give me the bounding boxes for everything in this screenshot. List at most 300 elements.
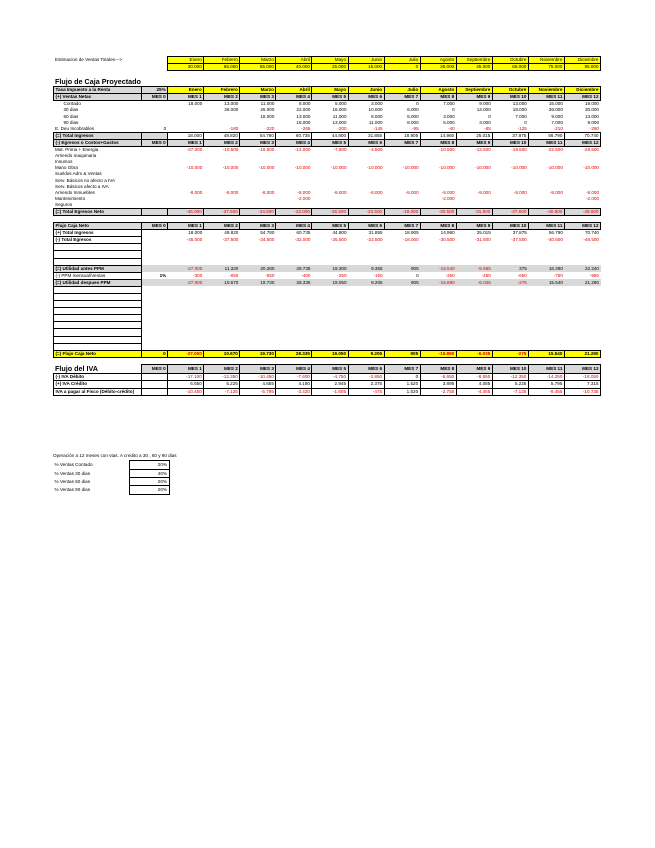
empty-cell[interactable] [168,336,204,343]
month-value[interactable]: -8.000 [513,189,527,195]
empty-cell[interactable] [528,244,564,251]
iva-debit-value[interactable]: -12.350 [492,374,528,381]
empty-cell[interactable] [492,244,528,251]
empty-cell[interactable] [528,294,564,301]
empty-cell[interactable] [348,315,384,322]
mes-label[interactable]: MES 7 [384,94,420,101]
empty-cell[interactable] [240,315,276,322]
iva-credit-value[interactable]: 2.945 [312,381,348,388]
empty-cell[interactable] [312,244,348,251]
empty-cell[interactable] [204,251,240,258]
total-expenses-value[interactable]: -48.500 [564,208,600,215]
empty-cell[interactable] [564,202,600,209]
iva-payable-label[interactable]: IVA a pagar al Fisco (Débito-crédito) [54,388,142,395]
empty-cell[interactable] [142,202,168,209]
empty-cell[interactable] [168,301,204,308]
iva-debit-value[interactable]: -12.350 [204,374,240,381]
empty-cell[interactable] [168,126,204,133]
month-sales-value[interactable]: 65.000 [492,64,528,71]
empty-cell[interactable] [348,329,384,336]
month-value[interactable]: -8.000 [549,189,563,195]
empty-cell[interactable] [142,237,168,244]
month-value[interactable]: -48.500 [583,237,599,243]
empty-cell[interactable] [312,294,348,301]
total-expenses-value[interactable]: -31.500 [456,208,492,215]
mes-label[interactable]: MES 3 [240,94,276,101]
month-value[interactable]: -650 [229,272,239,278]
month-name[interactable]: Agosto [420,87,456,94]
iva-debit-value[interactable]: -6.650 [420,374,456,381]
total-income-value[interactable]: 44.800 [312,132,348,139]
total-income-label[interactable]: (=) Total Ingresos [54,132,142,139]
month-value[interactable]: -8.000 [297,189,311,195]
month-name[interactable]: Febrero [204,57,240,64]
month-name[interactable]: Agosto [420,57,456,64]
net-cash-flow-value[interactable]: 19.730 [240,350,276,357]
month-value[interactable]: 25.015 [476,230,491,236]
month-name[interactable]: Septiembre [456,57,492,64]
month-value[interactable]: -95 [412,125,419,131]
month-value[interactable]: 13.000 [584,113,599,119]
mes-label[interactable]: MES 7 [384,223,420,230]
month-value[interactable]: 70.740 [584,230,599,236]
empty-cell[interactable] [240,258,276,265]
empty-cell[interactable] [456,251,492,258]
empty-cell[interactable] [240,294,276,301]
month-value[interactable]: 5.000 [335,101,347,107]
month-value[interactable]: -8.000 [441,189,455,195]
empty-cell[interactable] [276,286,312,293]
month-value[interactable]: 16.000 [332,107,347,113]
month-value[interactable]: 5.000 [407,113,419,119]
month-value[interactable]: 8.000 [371,113,383,119]
month-value[interactable]: -10.000 [547,165,563,171]
empty-cell[interactable] [240,329,276,336]
mes0-label[interactable]: MES 0 [142,364,168,374]
month-value[interactable]: -180 [229,125,239,131]
month-value[interactable]: -37.500 [222,237,239,243]
month-value[interactable]: -16.500 [258,147,275,153]
empty-cell[interactable] [276,336,312,343]
mes-label[interactable]: MES 10 [492,94,528,101]
empty-cell[interactable] [420,202,456,209]
month-value[interactable]: 0 [416,272,419,278]
empty-cell[interactable] [348,251,384,258]
month-name[interactable]: Diciembre [564,87,600,94]
empty-cell[interactable] [492,202,528,209]
empty-cell[interactable] [240,244,276,251]
empty-cell[interactable] [528,286,564,293]
total-expenses-value[interactable]: -25.500 [312,208,348,215]
profit-after-ppm-value[interactable]: 28.335 [276,279,312,286]
empty-cell[interactable] [564,286,600,293]
iva-debit-value[interactable]: -17.100 [168,374,204,381]
empty-cell[interactable] [420,315,456,322]
month-value[interactable]: -18.000 [403,237,419,243]
empty-cell[interactable] [384,308,420,315]
month-sales-value[interactable]: 75.000 [528,64,564,71]
mes-label[interactable]: MES 1 [168,139,204,146]
empty-cell[interactable] [348,308,384,315]
income-row-label[interactable]: 60 dias [63,113,79,119]
empty-cell[interactable] [384,343,420,350]
month-value[interactable]: -450 [481,272,491,278]
empty-cell[interactable] [564,244,600,251]
month-value[interactable]: -10.000 [475,165,491,171]
mes-label[interactable]: MES 3 [240,364,276,374]
sales-mix-value[interactable]: 20% [129,486,169,494]
total-income-value[interactable]: 37.875 [492,132,528,139]
month-value[interactable]: -750 [553,272,563,278]
total-expenses-value[interactable]: -34.500 [240,208,276,215]
empty-cell[interactable] [168,244,204,251]
ppm-rate-value[interactable]: 1% [159,272,167,278]
month-value[interactable]: 6.000 [407,107,419,113]
net-cash-flow-value[interactable]: -6.035 [456,350,492,357]
mes-label[interactable]: MES 6 [348,94,384,101]
empty-cell[interactable] [204,308,240,315]
month-name[interactable]: Junio [348,57,384,64]
empty-cell[interactable] [240,251,276,258]
month-value[interactable]: 8.000 [298,101,311,107]
empty-cell[interactable] [204,301,240,308]
month-value[interactable]: -4.500 [369,147,383,153]
month-name[interactable]: Mayo [312,57,348,64]
profit-after-ppm-value[interactable]: 19.730 [240,279,276,286]
empty-cell[interactable] [204,329,240,336]
month-value[interactable]: 60.735 [296,230,311,236]
month-sales-value[interactable]: 0 [384,64,420,71]
empty-cell[interactable] [168,329,204,336]
net-cash-flow-value[interactable]: 21.290 [564,350,600,357]
empty-cell[interactable] [456,301,492,308]
month-value[interactable]: -34.500 [258,237,275,243]
month-value[interactable]: -12.000 [294,147,311,153]
empty-cell[interactable] [168,315,204,322]
profit-before-ppm-value[interactable]: 375 [492,265,528,272]
empty-cell[interactable] [348,301,384,308]
month-value[interactable]: 18.000 [512,107,527,113]
month-value[interactable]: -10.000 [186,165,203,171]
mes-label[interactable]: MES 12 [564,364,600,374]
empty-cell[interactable] [420,329,456,336]
empty-cell[interactable] [348,202,384,209]
empty-cell[interactable] [240,322,276,329]
mes-label[interactable]: MES 3 [240,139,276,146]
empty-cell[interactable] [564,315,600,322]
month-sales-value[interactable]: 45.000 [456,64,492,71]
expenses-header-label[interactable]: (-) Egresos o Costos+Gastos [54,139,142,146]
month-value[interactable]: -2.000 [441,195,455,201]
empty-cell[interactable] [168,251,204,258]
iva-debit-value[interactable]: -7.600 [276,374,312,381]
mes0-value[interactable]: 0 [163,125,167,131]
iva-debit-value[interactable]: -10.450 [240,374,276,381]
net-cash-flow-value[interactable]: 9.205 [348,350,384,357]
empty-cell[interactable] [456,294,492,301]
month-value[interactable]: -220 [265,125,275,131]
month-name[interactable]: Diciembre [564,57,600,64]
expense-row-label[interactable]: Mantenimiento [55,195,86,201]
mes-label[interactable]: MES 4 [276,364,312,374]
net-cash-flow-value[interactable]: 15.540 [528,350,564,357]
mes-label[interactable]: MES 1 [168,94,204,101]
empty-cell[interactable] [142,57,168,64]
empty-cell[interactable] [240,301,276,308]
sales-estimate-label[interactable]: Estimacion de Ventas Totales---> [55,57,123,62]
total-income-value[interactable]: 14.960 [420,132,456,139]
total-income-value[interactable]: 18.905 [384,132,420,139]
month-value[interactable]: -550 [265,272,275,278]
month-value[interactable]: 7.000 [551,119,563,125]
empty-cell[interactable] [348,336,384,343]
month-value[interactable]: 54.780 [260,230,275,236]
month-value[interactable]: -10.000 [330,165,347,171]
month-value[interactable]: -10.500 [222,147,239,153]
empty-cell[interactable] [276,202,312,209]
empty-cell[interactable] [564,329,600,336]
empty-cell[interactable] [456,336,492,343]
empty-cell[interactable] [142,208,168,215]
month-name[interactable]: Septiembre [456,87,492,94]
total-income-value[interactable]: 25.015 [456,132,492,139]
mes-label[interactable]: MES 10 [492,223,528,230]
month-value[interactable]: 22.000 [296,107,311,113]
tax-rate-label[interactable]: Tasa Impuesto a la Renta [54,87,142,94]
profit-after-ppm-value[interactable]: -27.000 [168,279,204,286]
month-value[interactable]: -8.000 [261,189,275,195]
empty-cell[interactable] [204,315,240,322]
empty-cell[interactable] [54,64,142,71]
total-expenses-value[interactable]: -40.500 [528,208,564,215]
month-value[interactable]: -19.500 [511,147,527,153]
month-value[interactable]: -145 [373,125,383,131]
month-value[interactable]: 14.960 [440,230,455,236]
empty-cell[interactable] [240,336,276,343]
tax-rate-value[interactable]: 25% [142,87,168,94]
net-cash-flow-value[interactable]: -27.000 [168,350,204,357]
profit-after-ppm-value[interactable]: 10.670 [204,279,240,286]
net-flow-expenses-label[interactable]: (-) Total Egresos [54,237,142,244]
empty-cell[interactable] [142,265,168,272]
net-cash-flow-value[interactable]: 19.050 [312,350,348,357]
net-sales-label[interactable]: (+) Ventas Netas [54,94,142,101]
mes-label[interactable]: MES 5 [312,223,348,230]
empty-cell[interactable] [204,343,240,350]
iva-credit-value[interactable]: 4.180 [276,381,312,388]
income-row-label[interactable]: 30 dias [63,107,79,113]
empty-cell[interactable] [384,251,420,258]
empty-cell[interactable] [204,258,240,265]
month-name[interactable]: Febrero [204,87,240,94]
net-cash-flow-label[interactable]: (=) Flujo Caja Neto [54,350,142,357]
empty-cell[interactable] [564,251,600,258]
empty-cell[interactable] [492,322,528,329]
net-cash-flow-mes0[interactable]: 0 [142,350,168,357]
month-value[interactable]: 14.000 [476,107,491,113]
empty-cell[interactable] [168,308,204,315]
total-expenses-label[interactable]: (=) Total Egresos Neto [54,208,142,215]
empty-cell[interactable] [204,336,240,343]
empty-cell[interactable] [528,308,564,315]
empty-cell[interactable] [276,301,312,308]
empty-cell[interactable] [276,308,312,315]
month-sales-value[interactable]: 95.000 [564,64,600,71]
empty-cell[interactable] [348,343,384,350]
empty-cell[interactable] [142,230,168,237]
empty-cell[interactable] [276,294,312,301]
empty-cell[interactable] [384,322,420,329]
month-value[interactable]: 13.000 [296,113,311,119]
month-name[interactable]: Abril [276,57,312,64]
empty-cell[interactable] [240,202,276,209]
empty-cell[interactable] [168,322,204,329]
month-name[interactable]: Octubre [492,57,528,64]
iva-credit-value[interactable]: 6.650 [168,381,204,388]
empty-cell[interactable] [456,322,492,329]
mes0-label[interactable]: MES 0 [142,223,168,230]
empty-cell[interactable] [456,286,492,293]
mes-label[interactable]: MES 9 [456,94,492,101]
month-name[interactable]: Julio [384,87,420,94]
month-value[interactable]: -40.500 [547,237,563,243]
mes-label[interactable]: MES 1 [168,223,204,230]
empty-cell[interactable] [492,343,528,350]
empty-cell[interactable] [492,286,528,293]
total-expenses-value[interactable]: -37.500 [492,208,528,215]
month-value[interactable]: -85 [484,125,491,131]
profit-after-ppm-value[interactable]: -15.890 [420,279,456,286]
mes-label[interactable]: MES 12 [564,94,600,101]
month-value[interactable]: 7.000 [443,101,455,107]
net-cash-flow-value[interactable]: -15.890 [420,350,456,357]
month-value[interactable]: 9.000 [479,101,491,107]
empty-cell[interactable] [348,286,384,293]
iva-credit-value[interactable]: 3.895 [420,381,456,388]
profit-after-ppm-value[interactable]: 15.540 [528,279,564,286]
empty-cell[interactable] [564,294,600,301]
empty-cell[interactable] [420,294,456,301]
total-income-value[interactable]: 48.820 [204,132,240,139]
month-value[interactable]: -210 [553,125,563,131]
month-name[interactable]: Octubre [492,87,528,94]
profit-before-ppm-label[interactable]: (=) Utilidad antes PPM [54,265,142,272]
empty-cell[interactable] [384,286,420,293]
iva-payable-value[interactable]: -10.735 [564,388,600,395]
empty-cell[interactable] [528,336,564,343]
total-expenses-value[interactable]: -22.500 [348,208,384,215]
iva-credit-value[interactable]: 1.520 [384,381,420,388]
month-value[interactable]: -10.000 [583,165,599,171]
empty-cell[interactable] [142,388,168,395]
empty-cell[interactable] [348,244,384,251]
month-value[interactable]: -10.000 [258,165,275,171]
month-value[interactable]: -8.000 [585,189,599,195]
month-value[interactable]: 13.000 [332,119,347,125]
mes-label[interactable]: MES 8 [420,223,456,230]
month-value[interactable]: -250 [337,272,347,278]
empty-cell[interactable] [384,315,420,322]
month-name[interactable]: Enero [168,87,204,94]
profit-after-ppm-value[interactable]: 19.050 [312,279,348,286]
mes-label[interactable]: MES 8 [420,364,456,374]
month-value[interactable]: -10.000 [222,165,239,171]
net-cash-flow-value[interactable]: 10.670 [204,350,240,357]
iva-payable-value[interactable]: -5.795 [240,388,276,395]
month-value[interactable]: -260 [589,125,599,131]
month-value[interactable]: 56.790 [548,230,563,236]
mes-label[interactable]: MES 11 [528,364,564,374]
empty-cell[interactable] [348,294,384,301]
mes-label[interactable]: MES 10 [492,139,528,146]
sales-mix-value[interactable]: 40% [129,469,169,477]
empty-cell[interactable] [492,329,528,336]
iva-payable-value[interactable]: -4.465 [456,388,492,395]
month-name[interactable]: Junio [348,87,384,94]
empty-cell[interactable] [528,251,564,258]
mes-label[interactable]: MES 8 [420,139,456,146]
empty-cell[interactable] [564,343,600,350]
month-value[interactable]: -650 [517,272,527,278]
empty-cell[interactable] [528,322,564,329]
mes-label[interactable]: MES 2 [204,94,240,101]
income-row-label[interactable]: 90 dias [63,119,79,125]
month-value[interactable]: 5.000 [443,119,455,125]
total-income-value[interactable]: 60.735 [276,132,312,139]
month-value[interactable]: 9.000 [551,113,563,119]
month-name[interactable]: Abril [276,87,312,94]
empty-cell[interactable] [240,308,276,315]
empty-cell[interactable] [384,202,420,209]
month-value[interactable]: -10.000 [366,165,383,171]
month-sales-value[interactable]: 30.000 [168,64,204,71]
month-value[interactable]: 31.855 [368,230,383,236]
empty-cell[interactable] [240,286,276,293]
empty-cell[interactable] [168,202,204,209]
empty-cell[interactable] [492,251,528,258]
expense-row-label[interactable]: Arriendo Inmuebles [55,189,95,195]
month-value[interactable]: -200 [337,125,347,131]
iva-payable-value[interactable]: -10.450 [168,388,204,395]
profit-before-ppm-value[interactable]: 20.280 [240,265,276,272]
empty-cell[interactable] [204,322,240,329]
net-flow-income-label[interactable]: (+) Total Ingresos [54,230,142,237]
expense-row-label[interactable]: Seguros [55,201,73,207]
month-value[interactable]: 18.000 [260,113,275,119]
total-expenses-value[interactable]: -45.000 [168,208,204,215]
mes-label[interactable]: MES 9 [456,223,492,230]
month-name[interactable]: Marzo [240,87,276,94]
iva-debit-label[interactable]: (-) IVA Débito [54,374,142,381]
profit-before-ppm-value[interactable]: 905 [384,265,420,272]
month-value[interactable]: -8.000 [477,189,491,195]
profit-before-ppm-value[interactable]: -15.540 [420,265,456,272]
profit-before-ppm-value[interactable]: 28.735 [276,265,312,272]
month-value[interactable]: -8.000 [405,189,419,195]
mes-label[interactable]: MES 2 [204,223,240,230]
month-value[interactable]: 13.000 [512,101,527,107]
expense-row-label[interactable]: Serv. Básicos afecto a IVA [55,183,109,189]
empty-cell[interactable] [312,329,348,336]
month-value[interactable]: 19.000 [584,101,599,107]
month-value[interactable]: -13.500 [475,147,491,153]
month-value[interactable]: 18.000 [188,101,203,107]
iva-payable-value[interactable]: -8.455 [528,388,564,395]
profit-before-ppm-value[interactable]: 9.355 [348,265,384,272]
empty-cell[interactable] [276,343,312,350]
month-value[interactable]: -10.000 [511,165,527,171]
mes-label[interactable]: MES 9 [456,139,492,146]
